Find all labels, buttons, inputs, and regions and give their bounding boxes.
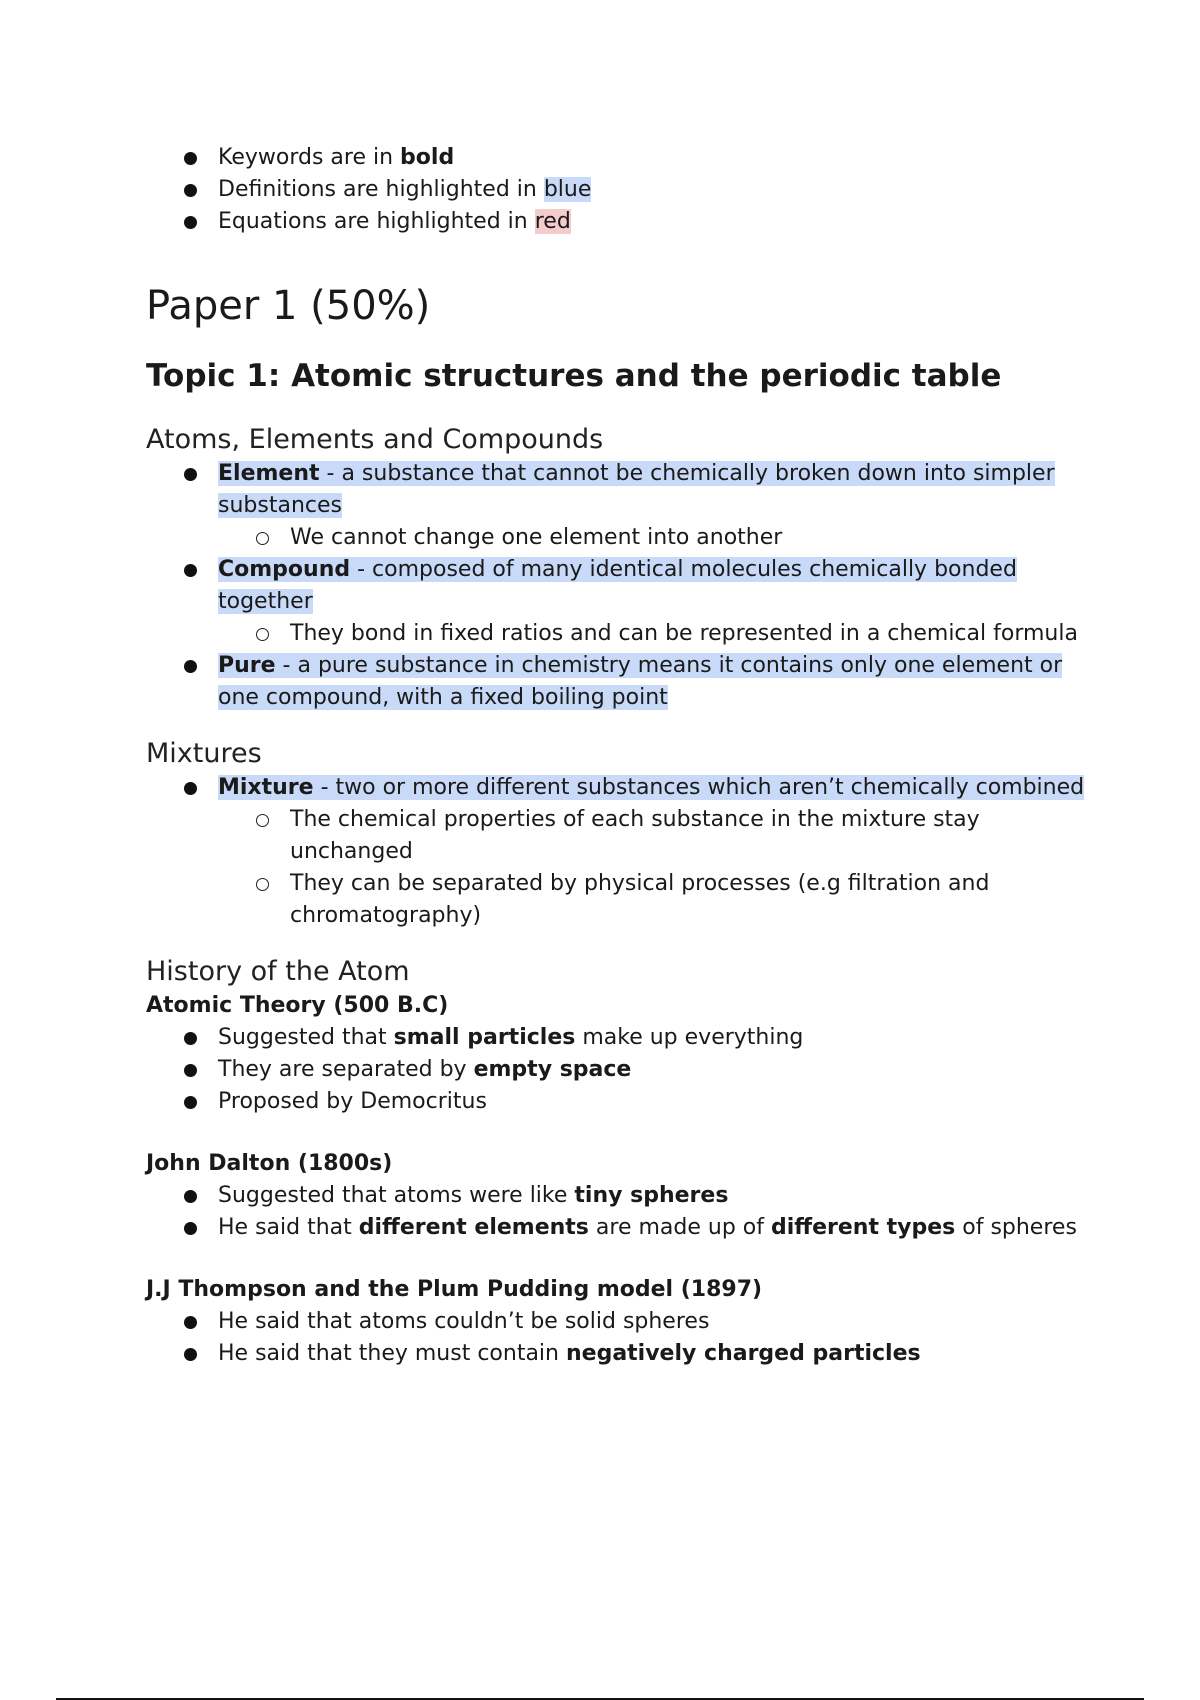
term-pure: Pure bbox=[218, 653, 276, 678]
term-element: Element bbox=[218, 461, 320, 486]
term-mixture: Mixture bbox=[218, 775, 314, 800]
section-heading-history: History of the Atom bbox=[146, 956, 410, 987]
section-heading-mixtures: Mixtures bbox=[146, 738, 262, 769]
paper-title: Paper 1 (50%) bbox=[146, 283, 431, 329]
legend-mark-bold: bold bbox=[400, 145, 455, 170]
list-item bbox=[146, 1180, 1106, 1212]
keyword: different types bbox=[770, 1215, 956, 1240]
dalton-title: John Dalton (1800s) bbox=[146, 1151, 393, 1176]
list-item-element bbox=[146, 458, 1106, 522]
keyword: tiny spheres bbox=[574, 1183, 729, 1208]
thompson-title: J.J Thompson and the Plum Pudding model (1897) bbox=[146, 1277, 763, 1302]
list-item bbox=[146, 1212, 1106, 1244]
section-heading-atoms: Atoms, Elements and Compounds bbox=[146, 424, 604, 455]
sub-item-compound: They bond in fixed ratios and can be represented in a chemical formula bbox=[146, 618, 1106, 650]
text: Suggested that bbox=[218, 1025, 394, 1050]
keyword: empty space bbox=[473, 1057, 632, 1082]
list-item: He said that atoms couldn’t be solid spheres bbox=[146, 1306, 1106, 1338]
mixtures-list bbox=[146, 772, 1106, 932]
text: make up everything bbox=[575, 1025, 804, 1050]
sub-item-element: We cannot change one element into another bbox=[146, 522, 1106, 554]
legend-item-blue bbox=[146, 174, 1106, 206]
term-compound: Compound bbox=[218, 557, 351, 582]
legend-list bbox=[146, 142, 1106, 238]
legend-mark-blue: blue bbox=[543, 177, 592, 202]
thompson-list bbox=[146, 1306, 1106, 1370]
legend-text: Keywords are in bbox=[218, 145, 401, 170]
legend-item-bold bbox=[146, 142, 1106, 174]
atomic-theory-title: Atomic Theory (500 B.C) bbox=[146, 993, 449, 1018]
list-item: Proposed by Democritus bbox=[146, 1086, 1106, 1118]
text: Suggested that atoms were like bbox=[218, 1183, 575, 1208]
dalton-list bbox=[146, 1180, 1106, 1244]
text: are made up of bbox=[588, 1215, 771, 1240]
legend-mark-red: red bbox=[534, 209, 571, 234]
list-item-mixture bbox=[146, 772, 1106, 804]
sub-item-mixture-separation: They can be separated by physical processes (e.g filtration and chromatography) bbox=[146, 868, 1106, 932]
list-item bbox=[146, 1338, 1106, 1370]
keyword: small particles bbox=[393, 1025, 576, 1050]
keyword: negatively charged particles bbox=[565, 1341, 921, 1366]
definition-element: - a substance that cannot be chemically broken down into simpler substances bbox=[218, 461, 1055, 518]
keyword: different elements bbox=[358, 1215, 589, 1240]
legend-text: Definitions are highlighted in bbox=[218, 177, 544, 202]
definition-pure: - a pure substance in chemistry means it contains only one element or one compound, with a fixed boiling point bbox=[218, 653, 1063, 710]
text: of spheres bbox=[955, 1215, 1077, 1240]
text: He said that bbox=[218, 1215, 359, 1240]
document-content bbox=[146, 142, 1106, 1370]
list-item bbox=[146, 1054, 1106, 1086]
list-item-pure bbox=[146, 650, 1106, 714]
sub-item-mixture-properties: The chemical properties of each substance in the mixture stay unchanged bbox=[146, 804, 1106, 868]
atomic-theory-list bbox=[146, 1022, 1106, 1118]
legend-item-red bbox=[146, 206, 1106, 238]
text: They are separated by bbox=[218, 1057, 474, 1082]
definition-compound: - composed of many identical molecules chemically bonded together bbox=[218, 557, 1017, 614]
text: He said that they must contain bbox=[218, 1341, 566, 1366]
topic-title: Topic 1: Atomic structures and the periodic table bbox=[146, 358, 1002, 394]
list-item bbox=[146, 1022, 1106, 1054]
atoms-list bbox=[146, 458, 1106, 714]
definition-mixture: - two or more different substances which aren’t chemically combined bbox=[313, 775, 1085, 800]
legend-text: Equations are highlighted in bbox=[218, 209, 535, 234]
list-item-compound bbox=[146, 554, 1106, 618]
